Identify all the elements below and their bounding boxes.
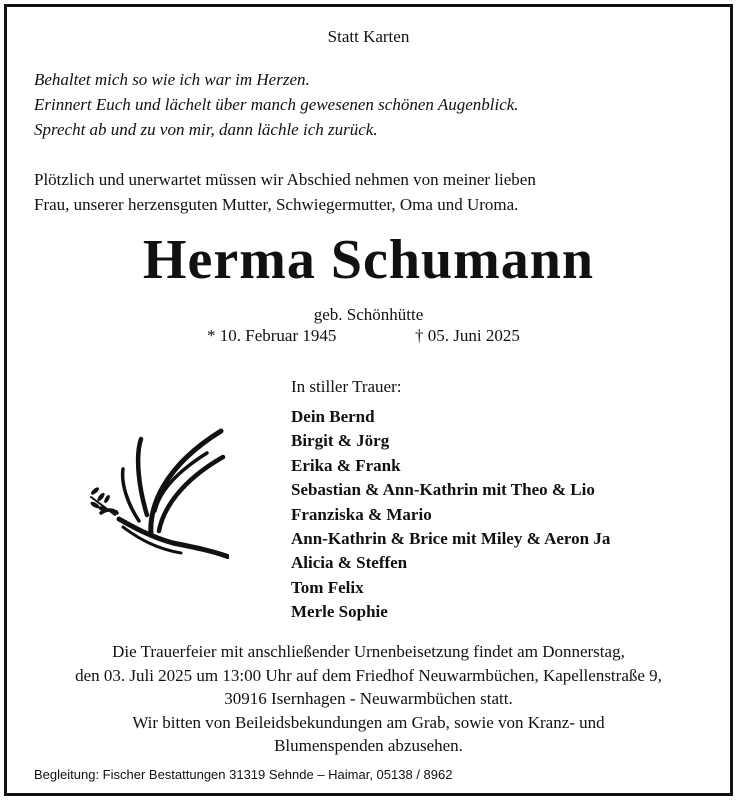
ceremony-line: 30916 Isernhagen - Neuwarmbüchen statt. xyxy=(224,689,513,708)
mourner-item: Ann-Kathrin & Brice mit Miley & Aeron Ja xyxy=(291,529,611,549)
mourner-item: Tom Felix xyxy=(291,577,364,597)
poem-line: Behaltet mich so wie ich war im Herzen. xyxy=(34,70,310,89)
mourner-item: Alicia & Steffen xyxy=(291,553,408,573)
announcement-line: Plötzlich und unerwartet müssen wir Abschied nehmen von meiner lieben xyxy=(34,170,536,189)
mourners-list xyxy=(291,405,610,625)
ceremony-line: Wir bitten von Beileidsbekundungen am Grab, sowie von Kranz- und xyxy=(132,712,605,732)
ceremony-info xyxy=(17,640,720,758)
poem-line: Erinnert Euch und lächelt über manch gewesenen schönen Augenblick. xyxy=(34,95,519,114)
mourner-item: Birgit & Jörg xyxy=(291,431,390,451)
mourner-item: Merle Sophie xyxy=(291,602,388,622)
obituary-frame xyxy=(4,4,733,796)
header-statt-karten: Statt Karten xyxy=(327,27,410,46)
mourner-item: Sebastian & Ann-Kathrin mit Theo & Lio xyxy=(291,480,595,500)
undertaker-footer: Begleitung: Fischer Bestattungen 31319 Sehnde – Haimar, 05138 / 8962 xyxy=(34,767,453,782)
announcement-line: Frau, unserer herzensguten Mutter, Schwiegermutter, Oma und Uroma. xyxy=(34,195,519,214)
mourners-intro: In stiller Trauer: xyxy=(291,377,402,396)
birth-date: * 10. Februar 1945 xyxy=(207,326,337,345)
poem-line: Sprecht ab und zu von mir, dann lächle ich zurück. xyxy=(34,120,378,139)
ceremony-line: Blumenspenden abzusehen. xyxy=(274,736,463,755)
mourner-item: Franziska & Mario xyxy=(291,504,432,524)
deceased-name: Herma Schumann xyxy=(142,229,595,291)
dove-with-olive-branch-icon xyxy=(89,427,229,559)
ceremony-line: Die Trauerfeier mit anschließender Urnenbeisetzung findet am Donnerstag, xyxy=(112,642,625,661)
death-date: † 05. Juni 2025 xyxy=(415,326,520,345)
mourner-item: Erika & Frank xyxy=(291,455,401,475)
announcement xyxy=(34,167,536,217)
poem xyxy=(34,67,519,142)
ceremony-line: den 03. Juli 2025 um 13:00 Uhr auf dem Friedhof Neuwarmbüchen, Kapellenstraße 9, xyxy=(75,665,662,685)
mourner-item: Dein Bernd xyxy=(291,407,375,426)
maiden-name: geb. Schönhütte xyxy=(313,305,424,324)
